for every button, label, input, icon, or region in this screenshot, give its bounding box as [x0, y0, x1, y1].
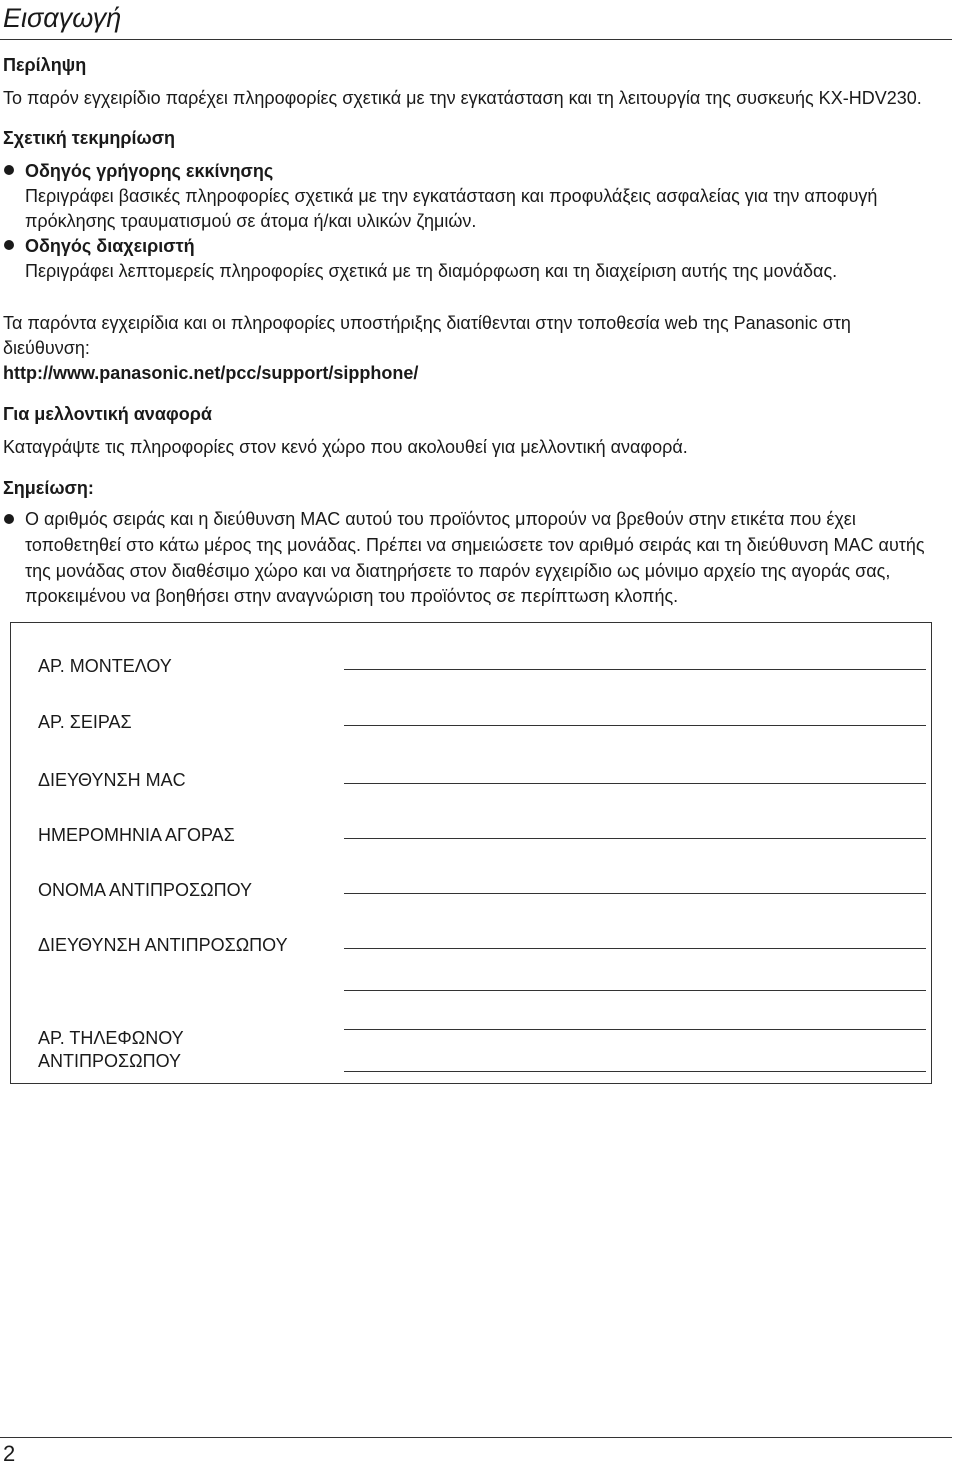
serial-number-label: ΑΡ. ΣΕΙΡΑΣ — [38, 712, 132, 732]
note-line-3: της μονάδας στον διαθέσιμο χώρο και να διατηρήσετε το παρόν εγχειρίδιο ως μόνιμο αρχείο της αγοράς σας, — [25, 561, 891, 581]
note-line-4: προκειμένου να βοηθήσει στην αναγνώριση του προϊόντος σε περίπτωση κλοπής. — [25, 586, 679, 606]
model-number-label: ΑΡ. ΜΟΝΤΕΛΟΥ — [38, 656, 172, 676]
quick-start-guide-line-2: πρόκλησης τραυματισμού σε άτομα ή/και υλικών ζημιών. — [25, 211, 477, 231]
support-url-link[interactable]: http://www.panasonic.net/pcc/support/sipphone/ — [3, 363, 419, 383]
dealer-name-label: ΟΝΟΜΑ ΑΝΤΙΠΡΟΣΩΠΟΥ — [38, 880, 253, 900]
availability-line-2: διεύθυνση: — [3, 338, 90, 358]
mac-address-entry-line[interactable] — [344, 783, 926, 784]
purchase-date-entry-line[interactable] — [344, 838, 926, 839]
bullet-icon — [4, 514, 14, 524]
dealer-phone-label-line-2: ΑΝΤΙΠΡΟΣΩΠΟΥ — [38, 1051, 182, 1071]
note-line-1: Ο αριθμός σειράς και η διεύθυνση MAC αυτού του προϊόντος μπορούν να βρεθούν στην ετικέτα που έχει — [25, 509, 856, 529]
dealer-address-entry-line-3[interactable] — [344, 1029, 926, 1030]
bullet-icon — [4, 240, 14, 250]
note-heading: Σημείωση: — [3, 478, 94, 498]
record-form-box — [10, 622, 932, 1084]
future-reference-text: Καταγράψτε τις πληροφορίες στον κενό χώρο που ακολουθεί για μελλοντική αναφορά. — [3, 437, 688, 457]
summary-heading: Περίληψη — [3, 55, 87, 75]
dealer-phone-label-line-1: ΑΡ. ΤΗΛΕΦΩΝΟΥ — [38, 1028, 184, 1048]
admin-guide-line-1: Περιγράφει λεπτομερείς πληροφορίες σχετικά με τη διαμόρφωση και τη διαχείριση αυτής της μονάδας. — [25, 261, 838, 281]
admin-guide-title: Οδηγός διαχειριστή — [25, 236, 195, 256]
dealer-address-entry-line-1[interactable] — [344, 948, 926, 949]
availability-line-1: Τα παρόντα εγχειρίδια και οι πληροφορίες υποστήριξης διατίθενται στην τοποθεσία web της Panasonic στη — [3, 313, 851, 333]
summary-text: Το παρόν εγχειρίδιο παρέχει πληροφορίες σχετικά με την εγκατάσταση και τη λειτουργία της συσκευής KX-HDV230. — [3, 88, 922, 108]
related-docs-heading: Σχετική τεκμηρίωση — [3, 128, 176, 148]
dealer-name-entry-line[interactable] — [344, 893, 926, 894]
future-reference-heading: Για μελλοντική αναφορά — [3, 404, 212, 424]
page-number: 2 — [3, 1441, 16, 1466]
serial-number-entry-line[interactable] — [344, 725, 926, 726]
quick-start-guide-line-1: Περιγράφει βασικές πληροφορίες σχετικά με την εγκατάσταση και προφυλάξεις ασφαλείας για την αποφυγή — [25, 186, 878, 206]
note-line-2: τοποθετηθεί στο κάτω μέρος της μονάδας. Πρέπει να σημειώσετε τον αριθμό σειράς και τη διεύθυνση MAC αυτής — [25, 535, 925, 555]
dealer-address-entry-line-2[interactable] — [344, 990, 926, 991]
mac-address-label: ΔΙΕΥΘΥΝΣΗ MAC — [38, 770, 186, 790]
purchase-date-label: ΗΜΕΡΟΜΗΝΙΑ ΑΓΟΡΑΣ — [38, 825, 235, 845]
quick-start-guide-title: Οδηγός γρήγορης εκκίνησης — [25, 161, 274, 181]
footer-divider — [0, 1437, 952, 1438]
title-divider — [0, 39, 952, 40]
page-title: Εισαγωγή — [3, 3, 122, 33]
dealer-address-label: ΔΙΕΥΘΥΝΣΗ ΑΝΤΙΠΡΟΣΩΠΟΥ — [38, 935, 288, 955]
model-number-entry-line[interactable] — [344, 669, 926, 670]
bullet-icon — [4, 165, 14, 175]
dealer-phone-entry-line[interactable] — [344, 1071, 926, 1072]
